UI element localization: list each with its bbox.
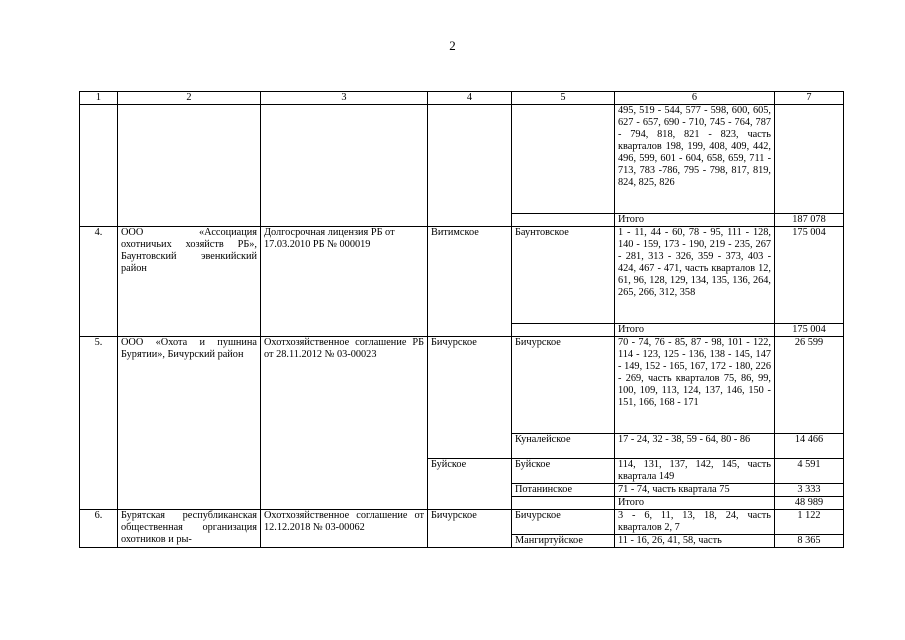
- cell-area: Бичурское: [512, 337, 615, 434]
- cell-area: Баунтовское: [512, 227, 615, 324]
- total-value: 175 004: [775, 324, 844, 337]
- cell-area: Буйское: [512, 459, 615, 484]
- column-header: 7: [775, 92, 844, 105]
- cell-quarters: 114, 131, 137, 142, 145, часть квартала 149: [615, 459, 775, 484]
- cell-district: Буйское: [428, 459, 512, 510]
- column-header: 1: [80, 92, 118, 105]
- cell-district: Витимское: [428, 227, 512, 337]
- cell-quarters: 495, 519 - 544, 577 - 598, 600, 605, 627 - 657, 690 - 710, 745 - 764, 787 - 794, 818, 821 - 823, часть кварталов 198, 199, 408, 409, 442, 496, 599, 601 - 604, 658, 659, 711 - 713, 783 -786, 795 - 798, 817, 819, 824, 825, 826: [615, 105, 775, 214]
- cell-empty: [512, 324, 615, 337]
- table-row: [80, 105, 844, 214]
- cell-document: Охотхозяйственное соглашение от 12.12.2018 № 03-00062: [261, 510, 428, 548]
- cell-value: 8 365: [775, 535, 844, 548]
- column-header: 2: [118, 92, 261, 105]
- cell-empty: [512, 214, 615, 227]
- column-header: 4: [428, 92, 512, 105]
- total-value: 187 078: [775, 214, 844, 227]
- cell-quarters: 3 - 6, 11, 13, 18, 24, часть кварталов 2, 7: [615, 510, 775, 535]
- cell-value: 1 122: [775, 510, 844, 535]
- cell-quarters: 71 - 74, часть квартала 75: [615, 484, 775, 497]
- cell-area: Мангиртуйское: [512, 535, 615, 548]
- column-header: 6: [615, 92, 775, 105]
- cell-district: Бичурское: [428, 337, 512, 459]
- cell-organization: ООО «Ассоциация охотничьих хозяйств РБ», Баунтовский эвенкийский район: [118, 227, 261, 337]
- cell-value: 175 004: [775, 227, 844, 324]
- cell-empty: [512, 105, 615, 214]
- cell-area: Потанинское: [512, 484, 615, 497]
- cell-area: Бичурское: [512, 510, 615, 535]
- total-label: Итого: [615, 324, 775, 337]
- cell-empty: [118, 105, 261, 227]
- cell-document: Долгосрочная лицензия РБ от 17.03.2010 РБ № 000019: [261, 227, 428, 337]
- cell-document: Охотхозяйственное соглашение РБ от 28.11.2012 № 03-00023: [261, 337, 428, 510]
- total-label: Итого: [615, 497, 775, 510]
- cell-organization: ООО «Охота и пушнина Бурятии», Бичурский район: [118, 337, 261, 510]
- page-number: 2: [449, 38, 456, 53]
- cell-value: 14 466: [775, 434, 844, 459]
- cell-quarters: 70 - 74, 76 - 85, 87 - 98, 101 - 122, 114 - 123, 125 - 136, 138 - 145, 147 - 149, 152 - 165, 167, 172 - 180, 226 - 269, часть кварталов 75, 86, 99, 100, 109, 113, 124, 137, 146, 150 - 151, 166, 168 - 171: [615, 337, 775, 434]
- table-row: [80, 337, 844, 434]
- row-number: 4.: [80, 227, 118, 337]
- column-number-row: [80, 92, 844, 105]
- cell-empty: [428, 105, 512, 227]
- cell-empty: [261, 105, 428, 227]
- row-number: 5.: [80, 337, 118, 510]
- cell-organization: Бурятская республиканская общественная организация охотников и ры-: [118, 510, 261, 548]
- cell-value: 26 599: [775, 337, 844, 434]
- cell-area: Куналейское: [512, 434, 615, 459]
- table-row: [80, 510, 844, 535]
- column-header: 3: [261, 92, 428, 105]
- cell-quarters: 11 - 16, 26, 41, 58, часть: [615, 535, 775, 548]
- row-number: 6.: [80, 510, 118, 548]
- total-value: 48 989: [775, 497, 844, 510]
- cell-value: 3 333: [775, 484, 844, 497]
- hunting-grounds-table: [79, 91, 844, 548]
- cell-empty: [80, 105, 118, 227]
- cell-quarters: 1 - 11, 44 - 60, 78 - 95, 111 - 128, 140 - 159, 173 - 190, 219 - 235, 267 - 281, 313 - 326, 359 - 373, 403 - 424, 467 - 471, часть кварталов 12, 61, 96, 128, 129, 134, 135, 136, 264, 265, 266, 312, 358: [615, 227, 775, 324]
- cell-empty: [512, 497, 615, 510]
- cell-district: Бичурское: [428, 510, 512, 548]
- table-row: [80, 227, 844, 324]
- cell-value: 4 591: [775, 459, 844, 484]
- cell-empty: [775, 105, 844, 214]
- total-label: Итого: [615, 214, 775, 227]
- cell-quarters: 17 - 24, 32 - 38, 59 - 64, 80 - 86: [615, 434, 775, 459]
- column-header: 5: [512, 92, 615, 105]
